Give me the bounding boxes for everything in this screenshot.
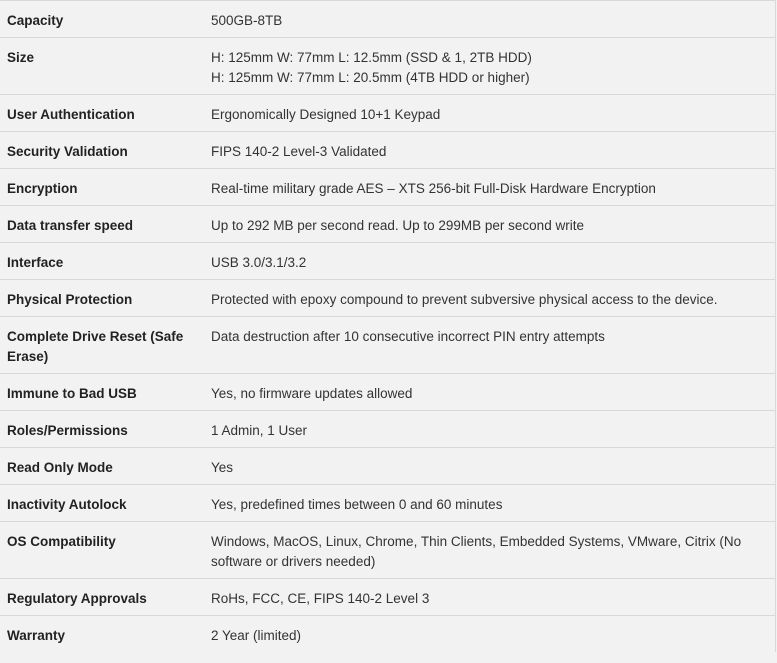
spec-value-line: Yes, no firmware updates allowed	[211, 386, 413, 401]
spec-label: Encryption	[0, 169, 204, 206]
spec-value	[204, 38, 775, 95]
spec-value-line: Windows, MacOS, Linux, Chrome, Thin Clients, Embedded Systems, VMware, Citrix (No software or drivers needed)	[211, 534, 742, 569]
spec-row	[0, 132, 775, 169]
spec-value-line: Ergonomically Designed 10+1 Keypad	[211, 107, 441, 122]
spec-value	[204, 448, 775, 485]
spec-value-line: Data destruction after 10 consecutive incorrect PIN entry attempts	[211, 329, 605, 344]
spec-value	[204, 522, 775, 579]
spec-value-line: 1 Admin, 1 User	[211, 423, 308, 438]
spec-row	[0, 243, 775, 280]
spec-value-line: RoHs, FCC, CE, FIPS 140-2 Level 3	[211, 591, 430, 606]
spec-label: Warranty	[7, 628, 66, 643]
spec-value-line: Yes, predefined times between 0 and 60 minutes	[211, 497, 503, 512]
spec-value	[204, 169, 775, 206]
spec-value	[204, 317, 775, 374]
spec-label: Physical Protection	[0, 280, 204, 317]
spec-row	[0, 317, 775, 374]
spec-label: Complete Drive Reset (Safe Erase)	[0, 317, 204, 374]
spec-label: Data transfer speed	[0, 206, 204, 243]
spec-value	[204, 411, 775, 448]
spec-value	[204, 1, 775, 38]
spec-value-line: 500GB-8TB	[211, 13, 283, 28]
spec-value	[204, 206, 775, 243]
spec-row	[0, 206, 775, 243]
spec-label: Interface	[0, 243, 204, 280]
spec-value-line: 2 Year (limited)	[211, 628, 302, 643]
spec-table-body	[0, 1, 775, 653]
spec-row	[0, 448, 775, 485]
spec-label: Read Only Mode	[0, 448, 204, 485]
spec-row	[0, 38, 775, 95]
spec-value-line: Protected with epoxy compound to prevent subversive physical access to the device.	[211, 292, 718, 307]
spec-label: Immune to Bad USB	[0, 374, 204, 411]
spec-value	[204, 485, 775, 522]
spec-label: Regulatory Approvals	[0, 579, 204, 616]
spec-value	[204, 243, 775, 280]
spec-row	[0, 169, 775, 206]
spec-value	[204, 132, 775, 169]
spec-label: Security Validation	[0, 132, 204, 169]
spec-row	[0, 280, 775, 317]
spec-value-line: USB 3.0/3.1/3.2	[211, 255, 307, 270]
spec-value-line: Real-time military grade AES – XTS 256-bit Full-Disk Hardware Encryption	[211, 181, 656, 196]
spec-label: Roles/Permissions	[0, 411, 204, 448]
spec-row	[0, 1, 775, 38]
spec-row	[0, 485, 775, 522]
spec-value	[204, 374, 775, 411]
spec-row	[0, 374, 775, 411]
spec-value-line: H: 125mm W: 77mm L: 12.5mm (SSD & 1, 2TB HDD)	[211, 50, 532, 65]
spec-label: Capacity	[0, 1, 204, 38]
spec-row	[0, 411, 775, 448]
spec-label: User Authentication	[0, 95, 204, 132]
spec-value	[204, 95, 775, 132]
spec-value-line: H: 125mm W: 77mm L: 20.5mm (4TB HDD or higher)	[211, 70, 530, 85]
spec-value-line: Yes	[211, 460, 234, 475]
spec-row	[0, 522, 775, 579]
spec-value	[204, 280, 775, 317]
spec-value	[204, 579, 775, 616]
spec-label: Size	[0, 38, 204, 95]
spec-value-line: FIPS 140-2 Level-3 Validated	[211, 144, 387, 159]
spec-label: Inactivity Autolock	[0, 485, 204, 522]
spec-value	[204, 616, 775, 653]
spec-row	[0, 579, 775, 616]
spec-value-line: Up to 292 MB per second read. Up to 299MB per second write	[211, 218, 584, 233]
spec-label: OS Compatibility	[0, 522, 204, 579]
spec-row	[0, 616, 775, 653]
spec-row	[0, 95, 775, 132]
